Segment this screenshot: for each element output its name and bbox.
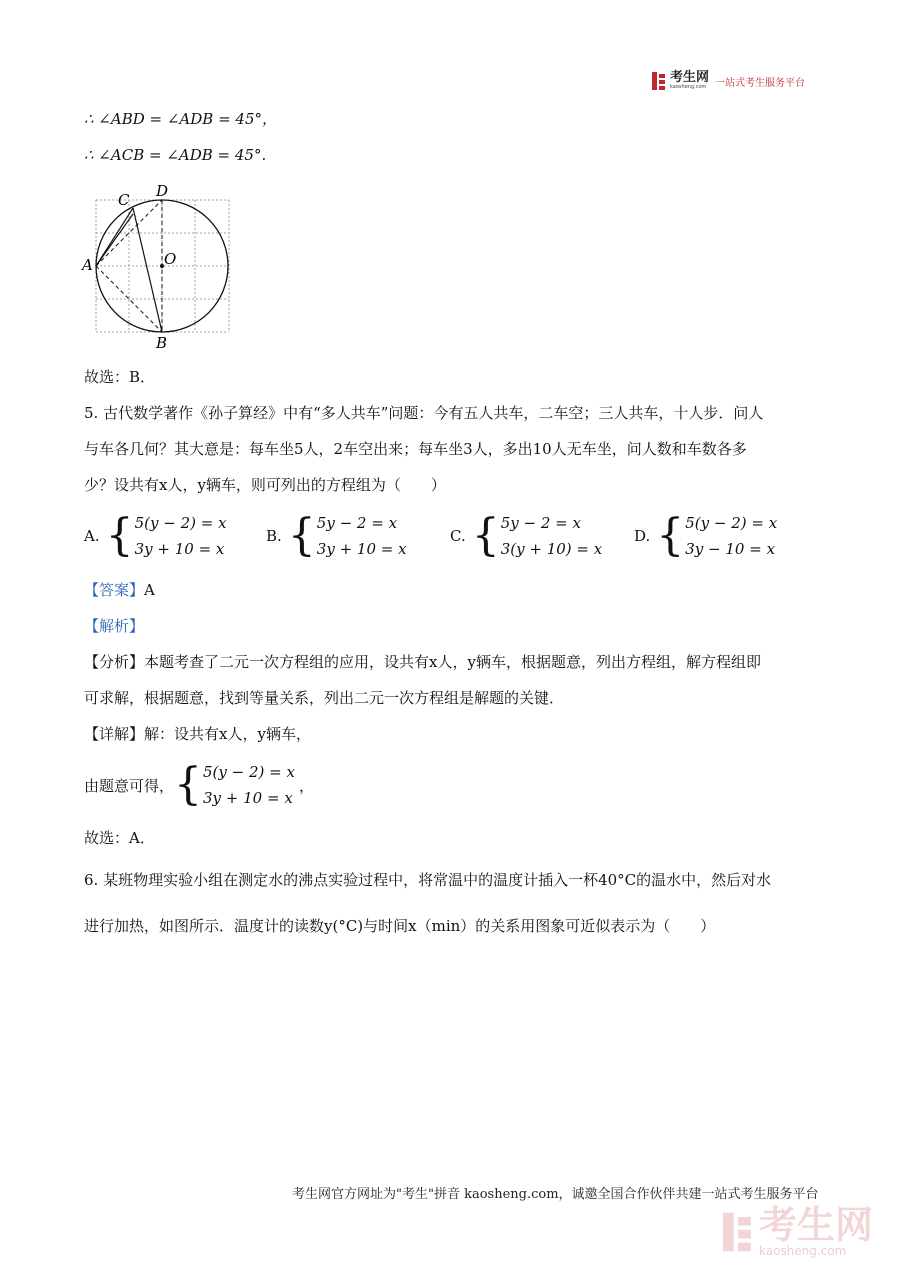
brand-name: 考生网 (670, 70, 710, 85)
equation-rows (501, 510, 602, 562)
label-b: B (156, 334, 168, 352)
label-a: A (82, 256, 93, 274)
brace-icon: { (287, 510, 316, 561)
fenxi-tag: 【分析】 (84, 653, 145, 671)
analysis-tag: 【解析】 (84, 617, 145, 635)
equation-row-1: 5(y − 2) = x (685, 514, 778, 532)
brace-icon: { (656, 510, 685, 561)
derive-prefix: 由题意可得， (84, 776, 175, 795)
derivation (84, 759, 314, 811)
brace-icon: { (174, 759, 203, 810)
equation-row-2: 3y + 10 = x (316, 540, 407, 558)
equation-rows (203, 759, 295, 811)
fenxi-text-1: 本题考查了二元一次方程组的应用，设共有x人，y辆车，根据题意，列出方程组，解方程组即 (144, 653, 761, 671)
label-c: C (118, 191, 130, 209)
option-label: B. (266, 527, 282, 545)
brand-slogan: 一站式考生服务平台 (715, 77, 806, 89)
q5-option-c (450, 510, 602, 562)
equation-row-2: 3y + 10 = x (134, 540, 225, 558)
watermark-text-block (759, 1203, 874, 1258)
derive-suffix: ， (298, 776, 314, 795)
q6-stem-line-2: 进行加热，如图所示．温度计的读数y(°C)与时间x（min）的关系用图象可近似表示为（ ） (84, 917, 716, 935)
kaosheng-logo-icon (652, 72, 666, 90)
footer-watermark (723, 1203, 874, 1258)
watermark-text: 考生网 (759, 1203, 874, 1247)
q5-stem-line-2: 与车各几何？其大意是：每车坐5人，2车空出来；每车坐3人，多出10人无车坐，问人数和车数各多 (84, 440, 747, 458)
equation-row-1: 5y − 2 = x (500, 514, 581, 532)
fenxi-line-1 (84, 651, 761, 673)
header-brand (652, 72, 805, 90)
xiangjie-text: 解：设共有x人，y辆车， (144, 725, 311, 743)
answer-tag: 【答案】 (84, 581, 145, 599)
equation-row-1: 5(y − 2) = x (134, 514, 227, 532)
watermark-logo-icon (723, 1210, 753, 1254)
q5-answer (84, 579, 155, 601)
equation-row-1: 5(y − 2) = x (203, 763, 295, 781)
brace-icon: { (105, 510, 134, 561)
equation-row-2: 3y − 10 = x (685, 540, 776, 558)
brace-icon: { (471, 510, 500, 561)
xiangjie-tag: 【详解】 (84, 725, 145, 743)
brand-url: kaosheng.com (670, 84, 707, 90)
geometry-figure (78, 180, 238, 352)
equation-rows (135, 510, 227, 562)
q5-option-a (84, 510, 227, 562)
brand-text-block (670, 72, 709, 90)
q5-stem-line-3: 少？设共有x人，y辆车，则可列出的方程组为（ ） (84, 476, 446, 494)
option-label: A. (84, 527, 100, 545)
equation-rows (685, 510, 777, 562)
equation-row-2: 3(y + 10) = x (500, 540, 603, 558)
q5-option-b (266, 510, 407, 562)
fenxi-line-2: 可求解，根据题意，找到等量关系，列出二元一次方程组是解题的关键． (84, 689, 565, 707)
q5-stem-line-1: 5. 古代数学著作《孙子算经》中有“多人共车”问题：今有五人共车，二车空；三人共车，十人步．问人 (84, 404, 764, 422)
footer-text: 考生网官方网址为"考生"拼音 kaosheng.com，诚邀全国合作伙伴共建一站式考生服务平台 (292, 1187, 819, 1202)
proof-line-1: ∴ ∠ABD = ∠ADB = 45°， (84, 110, 278, 128)
option-label: D. (634, 527, 651, 545)
label-d: D (156, 182, 169, 200)
proof-line-2: ∴ ∠ACB = ∠ADB = 45°. (84, 146, 267, 164)
q6-stem-line-1: 6. 某班物理实验小组在测定水的沸点实验过程中，将常温中的温度计插入一杯40°C的温水中，然后对水 (84, 871, 772, 889)
option-label: C. (450, 527, 466, 545)
q4-answer: 故选：B． (84, 368, 156, 386)
equation-row-2: 3y + 10 = x (203, 789, 293, 807)
answer-value: A (144, 581, 155, 599)
equation-row-1: 5y − 2 = x (316, 514, 398, 532)
q5-option-d (634, 510, 777, 562)
equation-rows (317, 510, 407, 562)
label-o: O (164, 250, 177, 268)
watermark-url: kaosheng.com (759, 1244, 847, 1258)
xiangjie-line (84, 723, 311, 745)
q5-final: 故选：A． (84, 829, 155, 847)
